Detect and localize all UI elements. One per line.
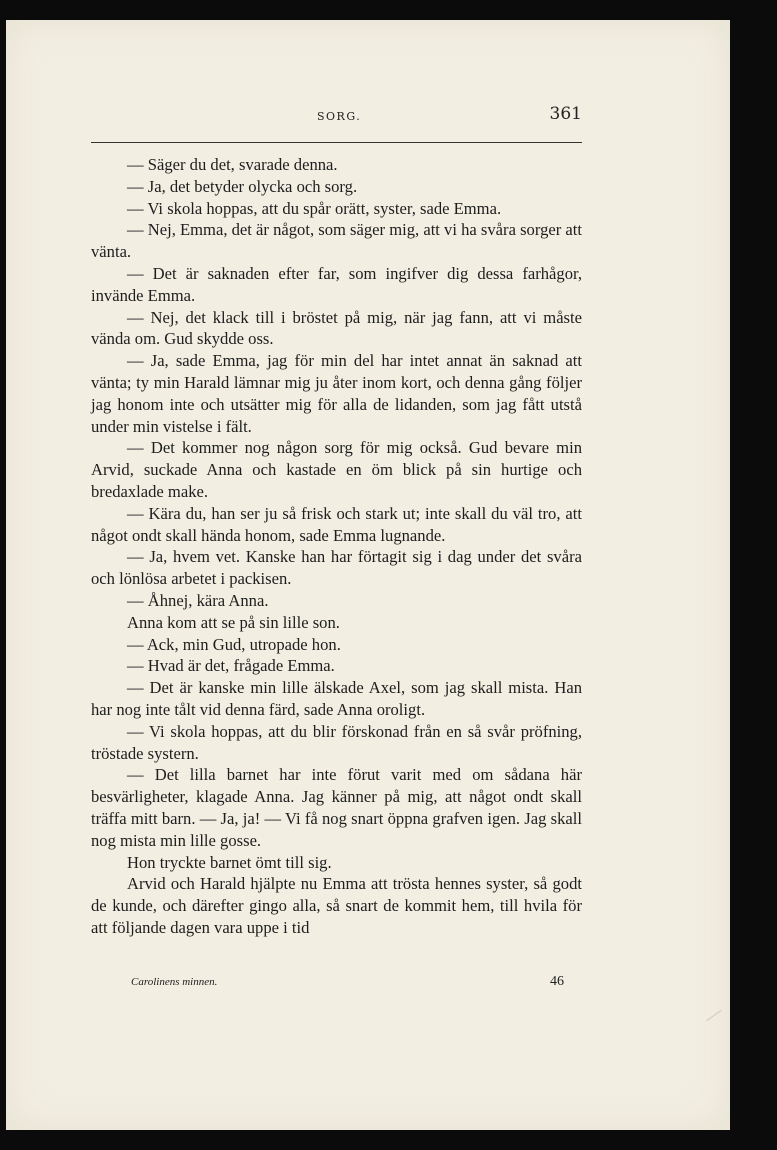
sheet-number: 46 [550, 974, 564, 989]
paragraph: Anna kom att se på sin lille son. [127, 612, 340, 632]
signature-note: Carolinens minnen. [131, 976, 218, 988]
page-footer [131, 974, 564, 996]
header-rule [91, 142, 582, 143]
paragraph: — Åhnej, kära Anna. [127, 590, 269, 610]
paragraph: — Det är saknaden efter far, som ingifver dig dessa farhågor, invände Emma. [91, 263, 582, 305]
paragraph: — Nej, det klack till i bröstet på mig, när jag fann, att vi måste vända om. Gud skydde oss. [91, 307, 582, 349]
paragraph: Arvid och Harald hjälpte nu Emma att trösta hennes syster, så godt de kunde, och därefter gingo alla, så snart de kommit hem, till hvila för att följande dagen vara uppe i tid [91, 874, 582, 937]
paragraph: — Ack, min Gud, utropade hon. [127, 634, 341, 654]
paragraph: — Nej, Emma, det är något, som säger mig, att vi ha svåra sorger att vänta. [91, 220, 582, 262]
page-number: 361 [549, 104, 582, 124]
paragraph: — Kära du, han ser ju så frisk och stark ut; inte skall du väl tro, att något ondt skall hända honom, sade Emma lugnande. [91, 503, 582, 545]
paragraph: — Vi skola hoppas, att du spår orätt, syster, sade Emma. [127, 198, 502, 218]
paragraph: — Hvad är det, frågade Emma. [127, 656, 335, 676]
paragraph: Hon tryckte barnet ömt till sig. [127, 852, 332, 872]
paragraph: — Det är kanske min lille älskade Axel, som jag skall mista. Han har nog inte tålt vid denna färd, sade Anna oroligt. [91, 678, 582, 719]
paragraph: — Det kommer nog någon sorg för mig också. Gud bevare min Arvid, suckade Anna och kastade en öm blick på sin hurtige och bredaxlade make. [91, 438, 582, 501]
running-title: SORG. [317, 110, 362, 123]
paragraph: — Ja, sade Emma, jag för min del har intet annat än saknad att vänta; ty min Harald lämnar mig ju åter inom kort, och denna gång följer jag honom inte och utsätter mig för alla de lidanden, som jag fått utstå under min vistelse i fält. [91, 351, 582, 436]
paragraph: — Säger du det, svarade denna. [127, 155, 338, 174]
paragraph: — Ja, det betyder olycka och sorg. [127, 176, 358, 196]
paragraph: — Det lilla barnet har inte förut varit med om sådana här besvärligheter, klagade Anna. Jag känner på mig, att något ondt skall träffa mitt barn. — Ja, ja! — Vi få nog snart öppna grafven igen. Jag skall nog mista min lille gosse. [91, 765, 582, 850]
body-text [91, 154, 582, 939]
paragraph: — Ja, hvem vet. Kanske han har förtagit sig i dag under det svåra och lönlösa arbetet i packisen. [91, 547, 582, 589]
paragraph: — Vi skola hoppas, att du blir förskonad från en så svår pröfning, tröstade systern. [91, 721, 582, 763]
page-header [91, 104, 582, 130]
